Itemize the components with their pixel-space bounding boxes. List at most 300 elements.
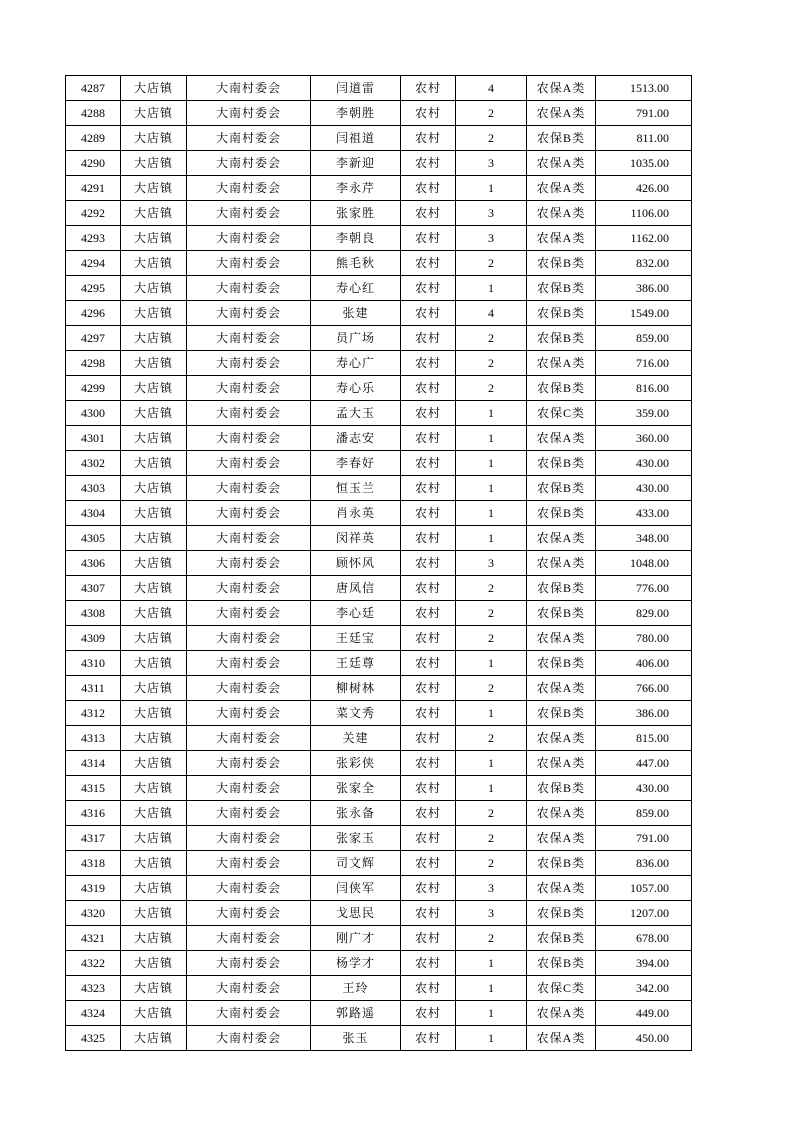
person-name-cell: 闫祖道: [311, 126, 401, 151]
serial-number-cell: 4309: [66, 626, 121, 651]
amount-cell: 447.00: [596, 751, 692, 776]
amount-cell: 394.00: [596, 951, 692, 976]
serial-number-cell: 4298: [66, 351, 121, 376]
village-committee-cell: 大南村委会: [187, 951, 311, 976]
village-committee-cell: 大南村委会: [187, 726, 311, 751]
person-count-cell: 2: [456, 726, 527, 751]
residence-type-cell: 农村: [401, 901, 456, 926]
table-row: [66, 201, 692, 226]
person-count-cell: 2: [456, 826, 527, 851]
person-count-cell: 1: [456, 1001, 527, 1026]
insurance-category-cell: 农保B类: [527, 451, 596, 476]
person-count-cell: 3: [456, 876, 527, 901]
amount-cell: 766.00: [596, 676, 692, 701]
insurance-category-cell: 农保B类: [527, 376, 596, 401]
village-committee-cell: 大南村委会: [187, 351, 311, 376]
table-row: [66, 976, 692, 1001]
person-name-cell: 李朝良: [311, 226, 401, 251]
insurance-category-cell: 农保B类: [527, 126, 596, 151]
serial-number-cell: 4320: [66, 901, 121, 926]
village-committee-cell: 大南村委会: [187, 901, 311, 926]
residence-type-cell: 农村: [401, 251, 456, 276]
person-name-cell: 郭路遥: [311, 1001, 401, 1026]
insurance-category-cell: 农保A类: [527, 101, 596, 126]
serial-number-cell: 4315: [66, 776, 121, 801]
person-count-cell: 2: [456, 351, 527, 376]
person-name-cell: 闫侠军: [311, 876, 401, 901]
serial-number-cell: 4312: [66, 701, 121, 726]
village-committee-cell: 大南村委会: [187, 526, 311, 551]
town-cell: 大店镇: [121, 726, 187, 751]
person-count-cell: 2: [456, 626, 527, 651]
village-committee-cell: 大南村委会: [187, 776, 311, 801]
serial-number-cell: 4297: [66, 326, 121, 351]
residence-type-cell: 农村: [401, 626, 456, 651]
serial-number-cell: 4306: [66, 551, 121, 576]
town-cell: 大店镇: [121, 301, 187, 326]
table-row: [66, 351, 692, 376]
town-cell: 大店镇: [121, 551, 187, 576]
residence-type-cell: 农村: [401, 776, 456, 801]
residence-type-cell: 农村: [401, 376, 456, 401]
town-cell: 大店镇: [121, 701, 187, 726]
table-row: [66, 651, 692, 676]
village-committee-cell: 大南村委会: [187, 676, 311, 701]
village-committee-cell: 大南村委会: [187, 476, 311, 501]
residence-type-cell: 农村: [401, 526, 456, 551]
insurance-category-cell: 农保A类: [527, 826, 596, 851]
amount-cell: 1106.00: [596, 201, 692, 226]
serial-number-cell: 4325: [66, 1026, 121, 1051]
residence-type-cell: 农村: [401, 301, 456, 326]
person-name-cell: 李朝胜: [311, 101, 401, 126]
residence-type-cell: 农村: [401, 701, 456, 726]
residence-type-cell: 农村: [401, 126, 456, 151]
person-count-cell: 1: [456, 526, 527, 551]
village-committee-cell: 大南村委会: [187, 826, 311, 851]
serial-number-cell: 4304: [66, 501, 121, 526]
residence-type-cell: 农村: [401, 576, 456, 601]
person-name-cell: 闫道雷: [311, 76, 401, 101]
amount-cell: 678.00: [596, 926, 692, 951]
village-committee-cell: 大南村委会: [187, 101, 311, 126]
residence-type-cell: 农村: [401, 501, 456, 526]
amount-cell: 359.00: [596, 401, 692, 426]
person-name-cell: 寿心广: [311, 351, 401, 376]
village-committee-cell: 大南村委会: [187, 251, 311, 276]
person-name-cell: 司文辉: [311, 851, 401, 876]
residence-type-cell: 农村: [401, 326, 456, 351]
amount-cell: 430.00: [596, 451, 692, 476]
town-cell: 大店镇: [121, 226, 187, 251]
person-count-cell: 2: [456, 576, 527, 601]
serial-number-cell: 4300: [66, 401, 121, 426]
person-name-cell: 潘志安: [311, 426, 401, 451]
amount-cell: 716.00: [596, 351, 692, 376]
insurance-category-cell: 农保A类: [527, 151, 596, 176]
person-name-cell: 李春好: [311, 451, 401, 476]
residence-type-cell: 农村: [401, 1001, 456, 1026]
town-cell: 大店镇: [121, 376, 187, 401]
table-row: [66, 426, 692, 451]
town-cell: 大店镇: [121, 901, 187, 926]
amount-cell: 430.00: [596, 776, 692, 801]
village-committee-cell: 大南村委会: [187, 151, 311, 176]
amount-cell: 1549.00: [596, 301, 692, 326]
person-name-cell: 孟大玉: [311, 401, 401, 426]
serial-number-cell: 4323: [66, 976, 121, 1001]
amount-cell: 342.00: [596, 976, 692, 1001]
table-row: [66, 376, 692, 401]
insurance-category-cell: 农保A类: [527, 351, 596, 376]
amount-cell: 1057.00: [596, 876, 692, 901]
town-cell: 大店镇: [121, 801, 187, 826]
amount-cell: 832.00: [596, 251, 692, 276]
town-cell: 大店镇: [121, 751, 187, 776]
person-count-cell: 4: [456, 301, 527, 326]
serial-number-cell: 4310: [66, 651, 121, 676]
serial-number-cell: 4302: [66, 451, 121, 476]
village-committee-cell: 大南村委会: [187, 201, 311, 226]
table-row: [66, 101, 692, 126]
village-committee-cell: 大南村委会: [187, 801, 311, 826]
person-count-cell: 2: [456, 101, 527, 126]
person-name-cell: 张彩侠: [311, 751, 401, 776]
table-row: [66, 401, 692, 426]
serial-number-cell: 4307: [66, 576, 121, 601]
person-name-cell: 王廷宝: [311, 626, 401, 651]
person-count-cell: 1: [456, 1026, 527, 1051]
insurance-category-cell: 农保B类: [527, 926, 596, 951]
town-cell: 大店镇: [121, 276, 187, 301]
person-count-cell: 1: [456, 776, 527, 801]
residence-type-cell: 农村: [401, 976, 456, 1001]
table-row: [66, 276, 692, 301]
table-row: [66, 676, 692, 701]
person-count-cell: 1: [456, 651, 527, 676]
serial-number-cell: 4321: [66, 926, 121, 951]
town-cell: 大店镇: [121, 976, 187, 1001]
table-row: [66, 576, 692, 601]
town-cell: 大店镇: [121, 151, 187, 176]
person-count-cell: 2: [456, 676, 527, 701]
village-committee-cell: 大南村委会: [187, 751, 311, 776]
serial-number-cell: 4296: [66, 301, 121, 326]
person-count-cell: 3: [456, 151, 527, 176]
town-cell: 大店镇: [121, 826, 187, 851]
village-committee-cell: 大南村委会: [187, 651, 311, 676]
serial-number-cell: 4324: [66, 1001, 121, 1026]
person-name-cell: 寿心乐: [311, 376, 401, 401]
serial-number-cell: 4294: [66, 251, 121, 276]
serial-number-cell: 4322: [66, 951, 121, 976]
table-row: [66, 701, 692, 726]
table-row: [66, 176, 692, 201]
table-row: [66, 901, 692, 926]
table-row: [66, 1026, 692, 1051]
insurance-category-cell: 农保A类: [527, 1026, 596, 1051]
person-count-cell: 1: [456, 176, 527, 201]
amount-cell: 1035.00: [596, 151, 692, 176]
serial-number-cell: 4299: [66, 376, 121, 401]
amount-cell: 430.00: [596, 476, 692, 501]
table-row: [66, 751, 692, 776]
serial-number-cell: 4288: [66, 101, 121, 126]
town-cell: 大店镇: [121, 451, 187, 476]
person-name-cell: 关建: [311, 726, 401, 751]
person-name-cell: 张家胜: [311, 201, 401, 226]
table-row: [66, 526, 692, 551]
amount-cell: 836.00: [596, 851, 692, 876]
insurance-category-cell: 农保C类: [527, 976, 596, 1001]
table-row: [66, 451, 692, 476]
amount-cell: 859.00: [596, 801, 692, 826]
town-cell: 大店镇: [121, 576, 187, 601]
residence-type-cell: 农村: [401, 401, 456, 426]
town-cell: 大店镇: [121, 401, 187, 426]
residence-type-cell: 农村: [401, 726, 456, 751]
person-count-cell: 3: [456, 226, 527, 251]
person-name-cell: 李心廷: [311, 601, 401, 626]
table-row: [66, 926, 692, 951]
person-count-cell: 2: [456, 926, 527, 951]
person-name-cell: 员广场: [311, 326, 401, 351]
amount-cell: 348.00: [596, 526, 692, 551]
town-cell: 大店镇: [121, 876, 187, 901]
village-committee-cell: 大南村委会: [187, 426, 311, 451]
person-name-cell: 王廷尊: [311, 651, 401, 676]
village-committee-cell: 大南村委会: [187, 976, 311, 1001]
amount-cell: 815.00: [596, 726, 692, 751]
residence-type-cell: 农村: [401, 176, 456, 201]
serial-number-cell: 4289: [66, 126, 121, 151]
serial-number-cell: 4303: [66, 476, 121, 501]
residence-type-cell: 农村: [401, 801, 456, 826]
serial-number-cell: 4295: [66, 276, 121, 301]
table-row: [66, 326, 692, 351]
table-row: [66, 476, 692, 501]
person-name-cell: 闵祥英: [311, 526, 401, 551]
person-count-cell: 2: [456, 851, 527, 876]
residence-type-cell: 农村: [401, 151, 456, 176]
village-committee-cell: 大南村委会: [187, 601, 311, 626]
insurance-category-cell: 农保B类: [527, 301, 596, 326]
village-committee-cell: 大南村委会: [187, 626, 311, 651]
serial-number-cell: 4292: [66, 201, 121, 226]
person-count-cell: 4: [456, 76, 527, 101]
village-committee-cell: 大南村委会: [187, 126, 311, 151]
amount-cell: 1207.00: [596, 901, 692, 926]
person-count-cell: 1: [456, 501, 527, 526]
residence-type-cell: 农村: [401, 276, 456, 301]
serial-number-cell: 4311: [66, 676, 121, 701]
table-row: [66, 126, 692, 151]
village-committee-cell: 大南村委会: [187, 701, 311, 726]
table-row: [66, 501, 692, 526]
residence-type-cell: 农村: [401, 676, 456, 701]
serial-number-cell: 4316: [66, 801, 121, 826]
person-count-cell: 1: [456, 426, 527, 451]
amount-cell: 1513.00: [596, 76, 692, 101]
person-count-cell: 2: [456, 601, 527, 626]
town-cell: 大店镇: [121, 251, 187, 276]
insurance-category-cell: 农保B类: [527, 951, 596, 976]
person-count-cell: 2: [456, 251, 527, 276]
person-count-cell: 1: [456, 451, 527, 476]
person-count-cell: 1: [456, 401, 527, 426]
town-cell: 大店镇: [121, 426, 187, 451]
town-cell: 大店镇: [121, 926, 187, 951]
insurance-category-cell: 农保A类: [527, 551, 596, 576]
insurance-category-cell: 农保A类: [527, 801, 596, 826]
serial-number-cell: 4290: [66, 151, 121, 176]
insurance-category-cell: 农保B类: [527, 901, 596, 926]
person-name-cell: 柳树林: [311, 676, 401, 701]
insurance-category-cell: 农保B类: [527, 701, 596, 726]
village-committee-cell: 大南村委会: [187, 926, 311, 951]
serial-number-cell: 4305: [66, 526, 121, 551]
town-cell: 大店镇: [121, 1001, 187, 1026]
town-cell: 大店镇: [121, 526, 187, 551]
insurance-category-cell: 农保B类: [527, 251, 596, 276]
village-committee-cell: 大南村委会: [187, 501, 311, 526]
table-row: [66, 226, 692, 251]
person-count-cell: 2: [456, 801, 527, 826]
person-count-cell: 1: [456, 276, 527, 301]
residence-type-cell: 农村: [401, 351, 456, 376]
residence-type-cell: 农村: [401, 826, 456, 851]
village-committee-cell: 大南村委会: [187, 301, 311, 326]
amount-cell: 386.00: [596, 276, 692, 301]
insurance-category-cell: 农保A类: [527, 1001, 596, 1026]
table-row: [66, 826, 692, 851]
town-cell: 大店镇: [121, 1026, 187, 1051]
person-count-cell: 3: [456, 551, 527, 576]
insurance-category-cell: 农保B类: [527, 601, 596, 626]
amount-cell: 1048.00: [596, 551, 692, 576]
town-cell: 大店镇: [121, 176, 187, 201]
insurance-category-cell: 农保A类: [527, 176, 596, 201]
residence-type-cell: 农村: [401, 876, 456, 901]
village-committee-cell: 大南村委会: [187, 876, 311, 901]
person-count-cell: 3: [456, 901, 527, 926]
residence-type-cell: 农村: [401, 451, 456, 476]
person-count-cell: 1: [456, 701, 527, 726]
amount-cell: 406.00: [596, 651, 692, 676]
person-name-cell: 戈思民: [311, 901, 401, 926]
residence-type-cell: 农村: [401, 951, 456, 976]
amount-cell: 449.00: [596, 1001, 692, 1026]
town-cell: 大店镇: [121, 201, 187, 226]
town-cell: 大店镇: [121, 126, 187, 151]
town-cell: 大店镇: [121, 651, 187, 676]
person-name-cell: 李新迎: [311, 151, 401, 176]
serial-number-cell: 4313: [66, 726, 121, 751]
serial-number-cell: 4291: [66, 176, 121, 201]
serial-number-cell: 4319: [66, 876, 121, 901]
amount-cell: 791.00: [596, 101, 692, 126]
village-committee-cell: 大南村委会: [187, 551, 311, 576]
person-count-cell: 1: [456, 951, 527, 976]
table-row: [66, 551, 692, 576]
person-name-cell: 杨学才: [311, 951, 401, 976]
insurance-category-cell: 农保B类: [527, 476, 596, 501]
person-name-cell: 刚广才: [311, 926, 401, 951]
residence-type-cell: 农村: [401, 926, 456, 951]
person-count-cell: 1: [456, 751, 527, 776]
amount-cell: 780.00: [596, 626, 692, 651]
table-row: [66, 76, 692, 101]
table-row: [66, 251, 692, 276]
person-count-cell: 1: [456, 976, 527, 1001]
residence-type-cell: 农村: [401, 226, 456, 251]
table-row: [66, 951, 692, 976]
residence-type-cell: 农村: [401, 476, 456, 501]
person-name-cell: 张家全: [311, 776, 401, 801]
table-body: [66, 76, 692, 1051]
residence-type-cell: 农村: [401, 851, 456, 876]
town-cell: 大店镇: [121, 501, 187, 526]
table-row: [66, 151, 692, 176]
person-name-cell: 张永备: [311, 801, 401, 826]
table-row: [66, 876, 692, 901]
town-cell: 大店镇: [121, 626, 187, 651]
person-name-cell: 顾怀风: [311, 551, 401, 576]
benefit-roster-table: [65, 75, 692, 1051]
village-committee-cell: 大南村委会: [187, 76, 311, 101]
person-count-cell: 3: [456, 201, 527, 226]
insurance-category-cell: 农保A类: [527, 426, 596, 451]
amount-cell: 433.00: [596, 501, 692, 526]
amount-cell: 791.00: [596, 826, 692, 851]
insurance-category-cell: 农保C类: [527, 401, 596, 426]
table-row: [66, 301, 692, 326]
insurance-category-cell: 农保B类: [527, 651, 596, 676]
amount-cell: 360.00: [596, 426, 692, 451]
village-committee-cell: 大南村委会: [187, 176, 311, 201]
residence-type-cell: 农村: [401, 101, 456, 126]
village-committee-cell: 大南村委会: [187, 1026, 311, 1051]
insurance-category-cell: 农保A类: [527, 876, 596, 901]
amount-cell: 776.00: [596, 576, 692, 601]
serial-number-cell: 4301: [66, 426, 121, 451]
town-cell: 大店镇: [121, 326, 187, 351]
town-cell: 大店镇: [121, 951, 187, 976]
residence-type-cell: 农村: [401, 1026, 456, 1051]
village-committee-cell: 大南村委会: [187, 376, 311, 401]
table-row: [66, 726, 692, 751]
village-committee-cell: 大南村委会: [187, 326, 311, 351]
person-name-cell: 菜文秀: [311, 701, 401, 726]
town-cell: 大店镇: [121, 101, 187, 126]
village-committee-cell: 大南村委会: [187, 576, 311, 601]
insurance-category-cell: 农保B类: [527, 276, 596, 301]
person-name-cell: 李永芹: [311, 176, 401, 201]
insurance-category-cell: 农保A类: [527, 751, 596, 776]
insurance-category-cell: 农保B类: [527, 576, 596, 601]
table-row: [66, 1001, 692, 1026]
serial-number-cell: 4314: [66, 751, 121, 776]
person-name-cell: 张家玉: [311, 826, 401, 851]
serial-number-cell: 4308: [66, 601, 121, 626]
village-committee-cell: 大南村委会: [187, 851, 311, 876]
amount-cell: 829.00: [596, 601, 692, 626]
person-name-cell: 肖永英: [311, 501, 401, 526]
town-cell: 大店镇: [121, 76, 187, 101]
village-committee-cell: 大南村委会: [187, 1001, 311, 1026]
village-committee-cell: 大南村委会: [187, 276, 311, 301]
insurance-category-cell: 农保A类: [527, 526, 596, 551]
